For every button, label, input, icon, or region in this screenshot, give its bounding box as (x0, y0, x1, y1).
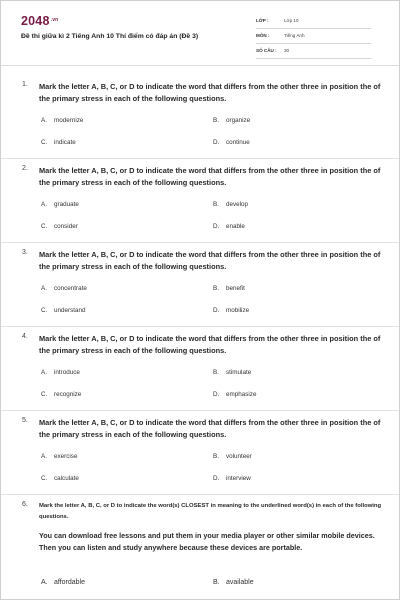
option-letter: A. (41, 285, 47, 292)
option-text: introduce (54, 369, 80, 376)
option-b[interactable] (213, 201, 248, 208)
meta-key: SỐ CÂU : (256, 48, 277, 53)
option-a[interactable] (41, 201, 79, 208)
option-b[interactable] (213, 579, 254, 586)
option-text: interview (226, 475, 251, 482)
option-text: continue (226, 139, 250, 146)
meta-value: 30 (284, 48, 290, 53)
question-number: 2. (22, 165, 28, 172)
question-prompt: Mark the letter A, B, C, or D to indicate the word(s) CLOSEST in meaning to the underlined word(s) in each of the following questions. (39, 503, 382, 520)
option-letter: A. (41, 117, 47, 124)
option-letter: D. (213, 391, 220, 398)
option-letter: B. (213, 579, 220, 586)
question-divider (1, 326, 399, 327)
option-letter: C. (41, 475, 48, 482)
meta-key: LỚP : (256, 18, 269, 23)
question-divider (1, 158, 399, 159)
option-letter: A. (41, 201, 47, 208)
option-letter: D. (213, 475, 220, 482)
option-letter: C. (41, 223, 48, 230)
exam-meta (256, 16, 371, 61)
header-divider (1, 65, 399, 66)
option-text: exercise (54, 453, 78, 460)
option-text: organize (226, 117, 251, 124)
option-c[interactable] (41, 475, 79, 482)
meta-value: Tiếng Anh (284, 33, 305, 38)
meta-key: MÔN : (256, 33, 270, 38)
option-a[interactable] (41, 579, 85, 586)
option-text: consider (54, 223, 78, 230)
question-number: 4. (22, 333, 28, 340)
option-text: enable (226, 223, 245, 230)
option-letter: A. (41, 579, 48, 586)
option-letter: A. (41, 369, 47, 376)
site-logo[interactable] (21, 14, 58, 28)
option-d[interactable] (213, 307, 249, 314)
option-d[interactable] (213, 223, 245, 230)
logo-suffix: .vn (50, 17, 59, 23)
option-d[interactable] (213, 391, 256, 398)
option-text: recognize (54, 391, 82, 398)
option-letter: C. (41, 391, 48, 398)
option-a[interactable] (41, 285, 87, 292)
logo-text: 2048 (21, 14, 50, 28)
option-letter: A. (41, 453, 47, 460)
question-prompt: Mark the letter A, B, C, or D to indicate the word that differs from the other three in position the of the primary stress in each of the following questions. (39, 82, 381, 103)
option-a[interactable] (41, 117, 83, 124)
option-text: calculate (54, 475, 79, 482)
option-text: modernize (54, 117, 84, 124)
option-b[interactable] (213, 285, 245, 292)
option-letter: B. (213, 117, 219, 124)
option-c[interactable] (41, 391, 81, 398)
question-number: 1. (22, 81, 28, 88)
option-letter: D. (213, 139, 220, 146)
option-letter: B. (213, 285, 219, 292)
option-a[interactable] (41, 453, 77, 460)
option-c[interactable] (41, 307, 86, 314)
option-a[interactable] (41, 369, 80, 376)
question-prompt: Mark the letter A, B, C, or D to indicate the word that differs from the other three in position the of the primary stress in each of the following questions. (39, 250, 381, 271)
question-number: 3. (22, 249, 28, 256)
option-c[interactable] (41, 223, 78, 230)
option-b[interactable] (213, 453, 252, 460)
option-letter: B. (213, 201, 219, 208)
question-divider (1, 494, 399, 495)
meta-grade (256, 16, 371, 29)
option-text: available (226, 579, 254, 586)
option-b[interactable] (213, 369, 251, 376)
option-letter: C. (41, 139, 48, 146)
question-divider (1, 410, 399, 411)
exam-header (1, 1, 399, 63)
option-text: understand (54, 307, 86, 314)
meta-subject (256, 31, 371, 44)
option-text: mobilize (226, 307, 250, 314)
question-prompt: Mark the letter A, B, C, or D to indicate the word that differs from the other three in position the of the primary stress in each of the following questions. (39, 418, 381, 439)
option-text: affordable (54, 579, 86, 586)
question-divider (1, 242, 399, 243)
option-letter: D. (213, 223, 220, 230)
page-title: Đề thi giữa kì 2 Tiếng Anh 10 Thí điểm có đáp án (Đề 3) (21, 33, 199, 40)
option-text: indicate (54, 139, 76, 146)
option-text: volunteer (226, 453, 252, 460)
option-d[interactable] (213, 475, 251, 482)
meta-question-count (256, 46, 371, 59)
question-passage: You can download free lessons and put them in your media player or other similar mobile devices. Then you can listen and study anywhere because these devices are portable. (39, 531, 375, 552)
option-text: emphasize (226, 391, 257, 398)
option-letter: C. (41, 307, 48, 314)
option-text: graduate (54, 201, 79, 208)
option-letter: B. (213, 453, 219, 460)
question-prompt: Mark the letter A, B, C, or D to indicate the word that differs from the other three in position the of the primary stress in each of the following questions. (39, 334, 381, 355)
option-c[interactable] (41, 139, 76, 146)
meta-value: Lớp 10 (284, 18, 299, 23)
option-text: develop (226, 201, 249, 208)
option-d[interactable] (213, 139, 250, 146)
option-letter: B. (213, 369, 219, 376)
question-prompt: Mark the letter A, B, C, or D to indicate the word that differs from the other three in position the of the primary stress in each of the following questions. (39, 166, 381, 187)
option-text: concentrate (54, 285, 87, 292)
option-b[interactable] (213, 117, 250, 124)
question-number: 5. (22, 417, 28, 424)
option-text: benefit (226, 285, 245, 292)
option-text: stimulate (226, 369, 252, 376)
question-number: 6. (22, 501, 28, 508)
option-letter: D. (213, 307, 220, 314)
